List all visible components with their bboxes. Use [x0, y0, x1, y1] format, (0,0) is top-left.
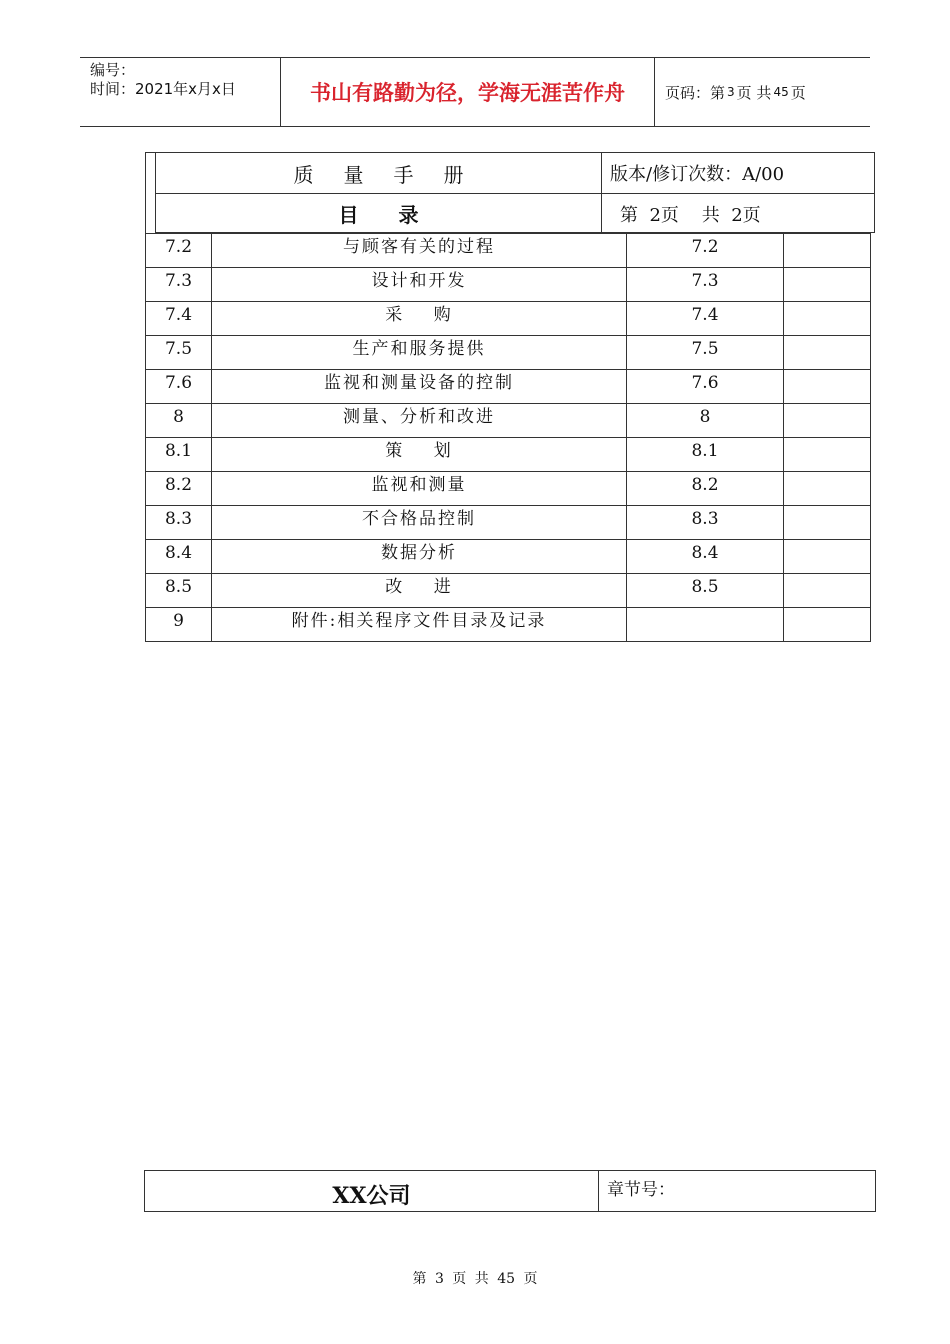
toc-reference: 8.2 [627, 472, 784, 506]
toc-title: 目录 [338, 203, 459, 227]
toc-reference: 7.3 [627, 268, 784, 302]
toc-blank-cell [784, 506, 871, 540]
toc-row [146, 268, 871, 302]
time-label: 时间：2021年x月x日 [90, 80, 236, 98]
footer-box [144, 1170, 876, 1212]
serial-label: 编号： [90, 61, 136, 79]
toc-reference: 8.3 [627, 506, 784, 540]
toc-row [146, 302, 871, 336]
toc-section-title: 数据分析 [212, 540, 627, 574]
toc-section-title: 附件:相关程序文件目录及记录 [212, 608, 627, 642]
toc-reference: 7.2 [627, 234, 784, 268]
chapter-label: 章节号： [607, 1180, 675, 1200]
doc-header-row-1 [156, 153, 874, 193]
page-footer: 第 3 页 共 45 页 [412, 1271, 538, 1287]
toc-section-title: 测量、分析和改进 [212, 404, 627, 438]
page-prefix: 页码：第 [665, 83, 726, 102]
doc-page-info: 第 2页 共 2页 [620, 204, 761, 226]
toc-section-number: 7.6 [146, 370, 212, 404]
toc-section-number: 8.1 [146, 438, 212, 472]
toc-body [146, 234, 871, 642]
toc-reference: 8.1 [627, 438, 784, 472]
toc-section-title: 采 购 [212, 302, 627, 336]
toc-section-number: 9 [146, 608, 212, 642]
toc-reference: 7.5 [627, 336, 784, 370]
toc-section-title: 策 划 [212, 438, 627, 472]
toc-reference: 8 [627, 404, 784, 438]
toc-section-title: 生产和服务提供 [212, 336, 627, 370]
toc-reference: 8.5 [627, 574, 784, 608]
toc-section-number: 8 [146, 404, 212, 438]
toc-row [146, 608, 871, 642]
toc-row [146, 234, 871, 268]
page-mid: 页 共 [736, 83, 772, 102]
toc-section-number: 8.3 [146, 506, 212, 540]
toc-reference: 7.6 [627, 370, 784, 404]
top-header [80, 57, 870, 127]
toc-section-title: 监视和测量设备的控制 [212, 370, 627, 404]
toc-blank-cell [784, 404, 871, 438]
toc-reference: 8.4 [627, 540, 784, 574]
toc-blank-cell [784, 438, 871, 472]
toc-row [146, 472, 871, 506]
header-meta [80, 58, 281, 126]
motto: 书山有路勤为径，学海无涯苦作舟 [281, 58, 655, 126]
toc-section-number: 7.4 [146, 302, 212, 336]
toc-row [146, 506, 871, 540]
toc-section-number: 8.4 [146, 540, 212, 574]
toc-section-title: 不合格品控制 [212, 506, 627, 540]
toc-blank-cell [784, 472, 871, 506]
toc-blank-cell [784, 336, 871, 370]
version-label: 版本/修订次数：A/00 [610, 164, 785, 185]
rule-mark [145, 152, 155, 153]
page-total: 45 [773, 85, 789, 99]
manual-title: 质量手册 [293, 162, 494, 187]
toc-blank-cell [784, 574, 871, 608]
toc-row [146, 540, 871, 574]
toc-reference [627, 608, 784, 642]
rule-mark-vertical [145, 152, 146, 234]
toc-section-number: 7.5 [146, 336, 212, 370]
company-name: XX公司 [145, 1171, 599, 1211]
toc-blank-cell [784, 608, 871, 642]
toc-section-title: 与顾客有关的过程 [212, 234, 627, 268]
toc-blank-cell [784, 268, 871, 302]
toc-row [146, 336, 871, 370]
toc-section-number: 8.2 [146, 472, 212, 506]
toc-blank-cell [784, 302, 871, 336]
header-page-number [655, 58, 870, 126]
toc-section-number: 8.5 [146, 574, 212, 608]
toc-blank-cell [784, 540, 871, 574]
manual-title-cell [156, 153, 602, 193]
toc-row [146, 370, 871, 404]
toc-table [145, 233, 871, 642]
toc-row [146, 438, 871, 472]
doc-header-row-2 [156, 193, 874, 233]
toc-section-title: 改 进 [212, 574, 627, 608]
toc-row [146, 574, 871, 608]
toc-row [146, 404, 871, 438]
toc-section-title: 监视和测量 [212, 472, 627, 506]
document-header [155, 152, 875, 233]
toc-title-cell [156, 194, 602, 233]
toc-section-title: 设计和开发 [212, 268, 627, 302]
toc-reference: 7.4 [627, 302, 784, 336]
page-suffix: 页 [790, 83, 806, 102]
toc-blank-cell [784, 234, 871, 268]
toc-blank-cell [784, 370, 871, 404]
page-current: 3 [727, 85, 735, 99]
toc-section-number: 7.2 [146, 234, 212, 268]
toc-section-number: 7.3 [146, 268, 212, 302]
